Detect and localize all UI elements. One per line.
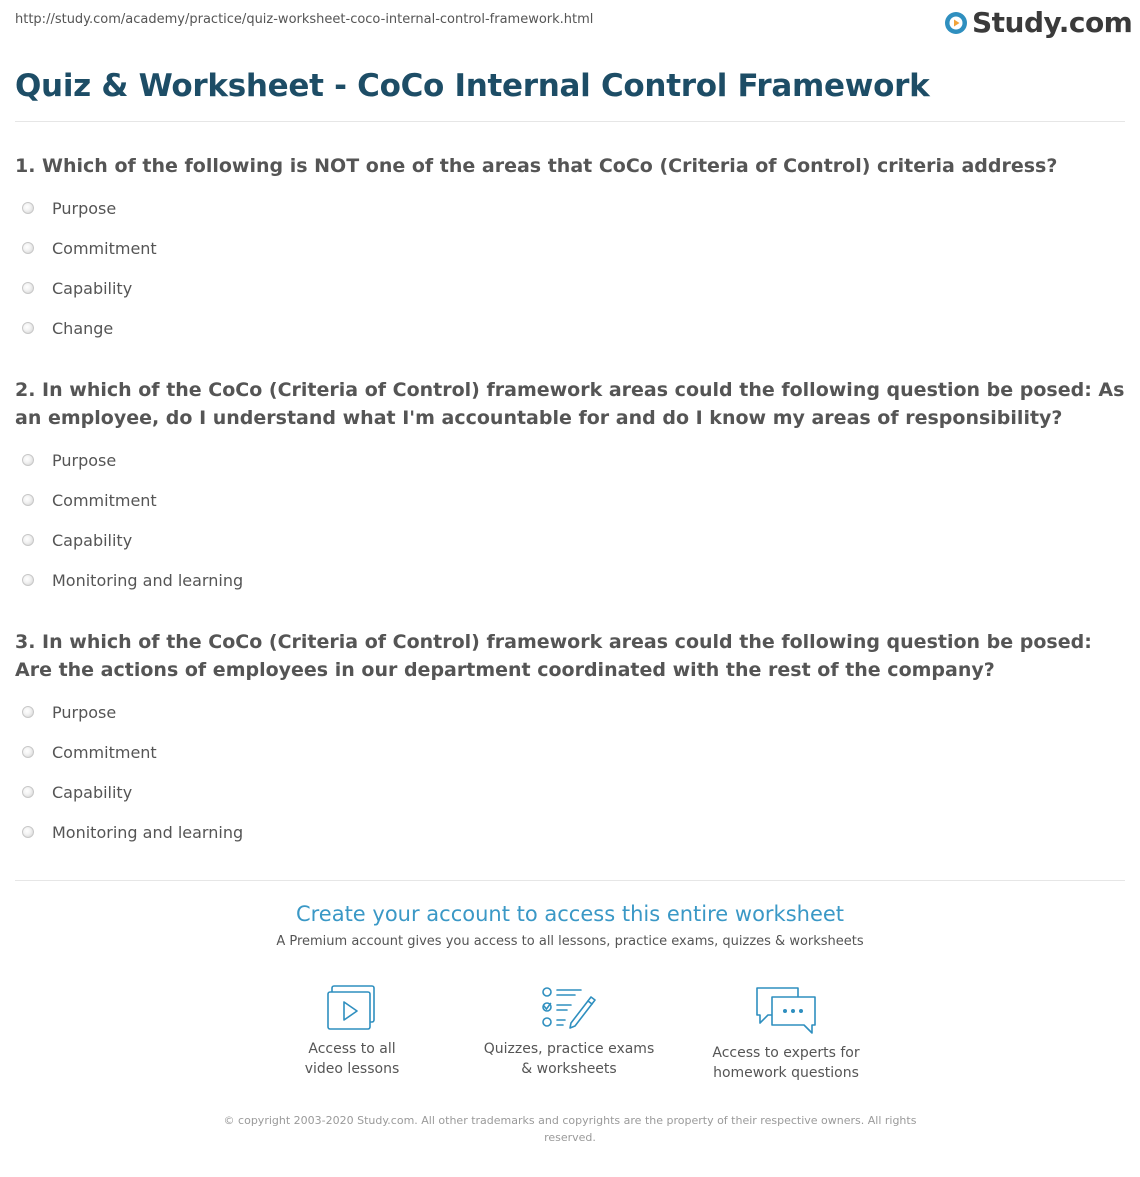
feature-label-line: homework questions	[713, 1065, 859, 1081]
feature-label-line: Quizzes, practice exams	[483, 1041, 655, 1057]
answer-option[interactable]	[15, 228, 1125, 268]
radio-icon[interactable]	[22, 202, 34, 214]
answer-options	[15, 440, 1125, 600]
option-label: Purpose	[52, 450, 117, 470]
option-label: Commitment	[52, 742, 157, 762]
page-url: http://study.com/academy/practice/quiz-worksheet-coco-internal-control-framework.html	[15, 12, 594, 27]
page-title: Quiz & Worksheet - CoCo Internal Control Framework	[15, 68, 930, 104]
radio-icon[interactable]	[22, 322, 34, 334]
video-lesson-icon	[326, 985, 378, 1031]
option-label: Monitoring and learning	[52, 570, 244, 590]
answer-option[interactable]	[15, 440, 1125, 480]
radio-icon[interactable]	[22, 454, 34, 466]
feature-label-line: Access to experts for	[712, 1045, 860, 1061]
question-text: 1. Which of the following is NOT one of the areas that CoCo (Criteria of Control) criteria address?	[15, 155, 1058, 177]
answer-option[interactable]	[15, 560, 1125, 600]
promo-title[interactable]: Create your account to access this entire worksheet	[295, 902, 845, 926]
feature-experts	[686, 985, 886, 1083]
option-label: Commitment	[52, 238, 157, 258]
chat-bubbles-icon	[754, 985, 818, 1035]
radio-icon[interactable]	[22, 786, 34, 798]
logo-text: Study.com	[972, 6, 1133, 39]
radio-icon[interactable]	[22, 574, 34, 586]
option-label: Purpose	[52, 702, 117, 722]
answer-option[interactable]	[15, 520, 1125, 560]
question-1	[15, 152, 1125, 348]
copyright-footer: © copyright 2003-2020 Study.com. All other trademarks and copyrights are the property of their respective owners. All rights reserved.	[223, 1114, 917, 1144]
answer-option[interactable]	[15, 480, 1125, 520]
feature-quizzes	[469, 985, 669, 1079]
answer-option[interactable]	[15, 188, 1125, 228]
option-label: Capability	[52, 530, 133, 550]
option-label: Commitment	[52, 490, 157, 510]
answer-option[interactable]	[15, 268, 1125, 308]
option-label: Monitoring and learning	[52, 822, 244, 842]
radio-icon[interactable]	[22, 826, 34, 838]
question-text: 2. In which of the CoCo (Criteria of Control) framework areas could the following question be posed: As an employee, do I understand what I'm accountable for and do I know my areas of responsibility?	[15, 379, 1125, 429]
radio-icon[interactable]	[22, 534, 34, 546]
promo-subtitle: A Premium account gives you access to all lessons, practice exams, quizzes & worksheets	[276, 934, 864, 949]
play-circle-icon	[944, 11, 968, 35]
question-text: 3. In which of the CoCo (Criteria of Control) framework areas could the following question be posed: Are the actions of employees in our department coordinated with the rest of the company?	[15, 631, 1092, 681]
radio-icon[interactable]	[22, 706, 34, 718]
option-label: Capability	[52, 278, 133, 298]
question-3	[15, 628, 1125, 852]
radio-icon[interactable]	[22, 282, 34, 294]
divider	[15, 880, 1125, 881]
divider	[15, 121, 1125, 122]
option-label: Change	[52, 318, 114, 338]
feature-video-lessons	[252, 985, 452, 1079]
answer-options	[15, 188, 1125, 348]
feature-label-line: Access to all	[308, 1041, 396, 1057]
answer-option[interactable]	[15, 812, 1125, 852]
quiz-checklist-icon	[541, 985, 597, 1031]
option-label: Capability	[52, 782, 133, 802]
study-logo[interactable]	[944, 6, 1132, 39]
radio-icon[interactable]	[22, 242, 34, 254]
option-label: Purpose	[52, 198, 117, 218]
feature-label-line: video lessons	[304, 1061, 400, 1077]
feature-label-line: & worksheets	[521, 1061, 617, 1077]
answer-option[interactable]	[15, 692, 1125, 732]
question-2	[15, 376, 1125, 600]
radio-icon[interactable]	[22, 746, 34, 758]
answer-options	[15, 692, 1125, 852]
answer-option[interactable]	[15, 308, 1125, 348]
radio-icon[interactable]	[22, 494, 34, 506]
answer-option[interactable]	[15, 772, 1125, 812]
answer-option[interactable]	[15, 732, 1125, 772]
